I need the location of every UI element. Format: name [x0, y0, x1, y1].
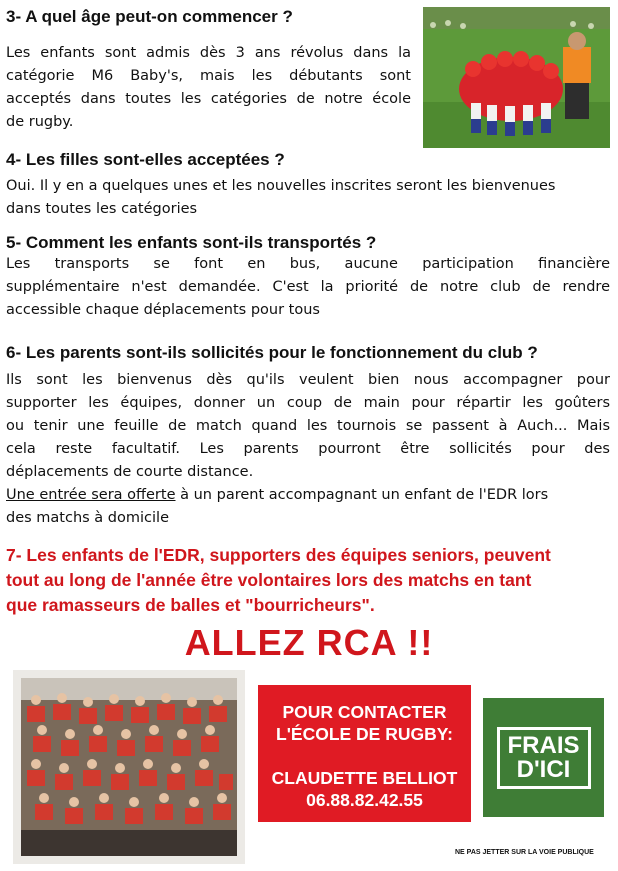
- q4-line: dans toutes les catégories: [6, 201, 198, 217]
- q6-offer-last: des matchs à domicile: [6, 510, 169, 526]
- q3-line: Les enfants sont admis dès 3 ans révolus dans la: [6, 45, 411, 61]
- section-q7: [6, 543, 616, 618]
- q5-line: Les transports se font en bus, aucune participation financière: [6, 256, 610, 272]
- crowd-image: [13, 670, 245, 864]
- frais-dici-logo: [483, 698, 604, 817]
- q6-line: supporter les équipes, donner un coup de main pour répartir les goûters: [6, 395, 610, 411]
- section-q6: [6, 343, 610, 363]
- q3-title: 3- A quel âge peut-on commencer ?: [6, 7, 293, 26]
- rugby-huddle-image: [423, 7, 610, 148]
- q6-line: ou tenir une feuille de match quand les tournois se passent à Auch... Mais: [6, 418, 610, 434]
- logo-line2: D'ICI: [516, 755, 571, 783]
- q3-line: acceptés dans toutes les catégories de notre école: [6, 91, 411, 107]
- q5-title: 5- Comment les enfants sont-ils transportés ?: [6, 233, 377, 252]
- section-q4: [6, 150, 610, 170]
- q6-title: 6- Les parents sont-ils sollicités pour le fonctionnement du club ?: [6, 343, 538, 362]
- contact-line2: L'ÉCOLE DE RUGBY:: [276, 724, 453, 744]
- q3-line: de rugby.: [6, 114, 74, 130]
- q6-line: déplacements de courte distance.: [6, 464, 254, 480]
- q5-line: accessible chaque déplacements pour tous: [6, 302, 320, 318]
- q5-body: [6, 253, 610, 322]
- q3-line: catégorie M6 Baby's, mais les débutants sont: [6, 68, 411, 84]
- frais-dici-logo-mark: [497, 727, 591, 789]
- q7-line: tout au long de l'année être volontaires lors des matchs en tant: [6, 570, 532, 590]
- q4-line: Oui. Il y en a quelques unes et les nouvelles inscrites seront les bienvenues: [6, 178, 556, 194]
- section-q5: [6, 233, 610, 253]
- q7-line: 7- Les enfants de l'EDR, supporters des équipes seniors, peuvent: [6, 545, 551, 565]
- q6-offer-rest: à un parent accompagnant un enfant de l'EDR lors: [175, 487, 549, 503]
- legal-notice: NE PAS JETTER SUR LA VOIE PUBLIQUE: [455, 849, 594, 856]
- contact-box: [258, 685, 471, 822]
- q4-title: 4- Les filles sont-elles acceptées ?: [6, 150, 285, 169]
- q6-offer-line: [6, 484, 610, 507]
- q6-offer-underlined: Une entrée sera offerte: [6, 487, 176, 503]
- logo-line1: FRAIS: [507, 731, 580, 759]
- section-q3: [6, 7, 416, 27]
- supporters-crowd-photo: [13, 670, 245, 864]
- q6-line: Ils sont les bienvenus dès qu'ils veulent bien nous accompagner pour: [6, 372, 610, 388]
- q3-body: [6, 42, 411, 134]
- q5-line: supplémentaire n'est demandée. C'est la priorité de notre club de rendre: [6, 279, 610, 295]
- contact-line1: POUR CONTACTER: [282, 702, 447, 722]
- q6-body: [6, 369, 610, 530]
- q4-body: [6, 175, 610, 221]
- q6-line: cela reste facultatif. Les parents pourront être sollicités pour des: [6, 441, 610, 457]
- contact-name: CLAUDETTE BELLIOT: [271, 768, 458, 788]
- contact-phone: 06.88.82.42.55: [306, 790, 423, 810]
- rugby-huddle-photo: [423, 7, 610, 148]
- q7-line: que ramasseurs de balles et "bourricheurs".: [6, 595, 375, 615]
- slogan: ALLEZ RCA !!: [184, 622, 434, 663]
